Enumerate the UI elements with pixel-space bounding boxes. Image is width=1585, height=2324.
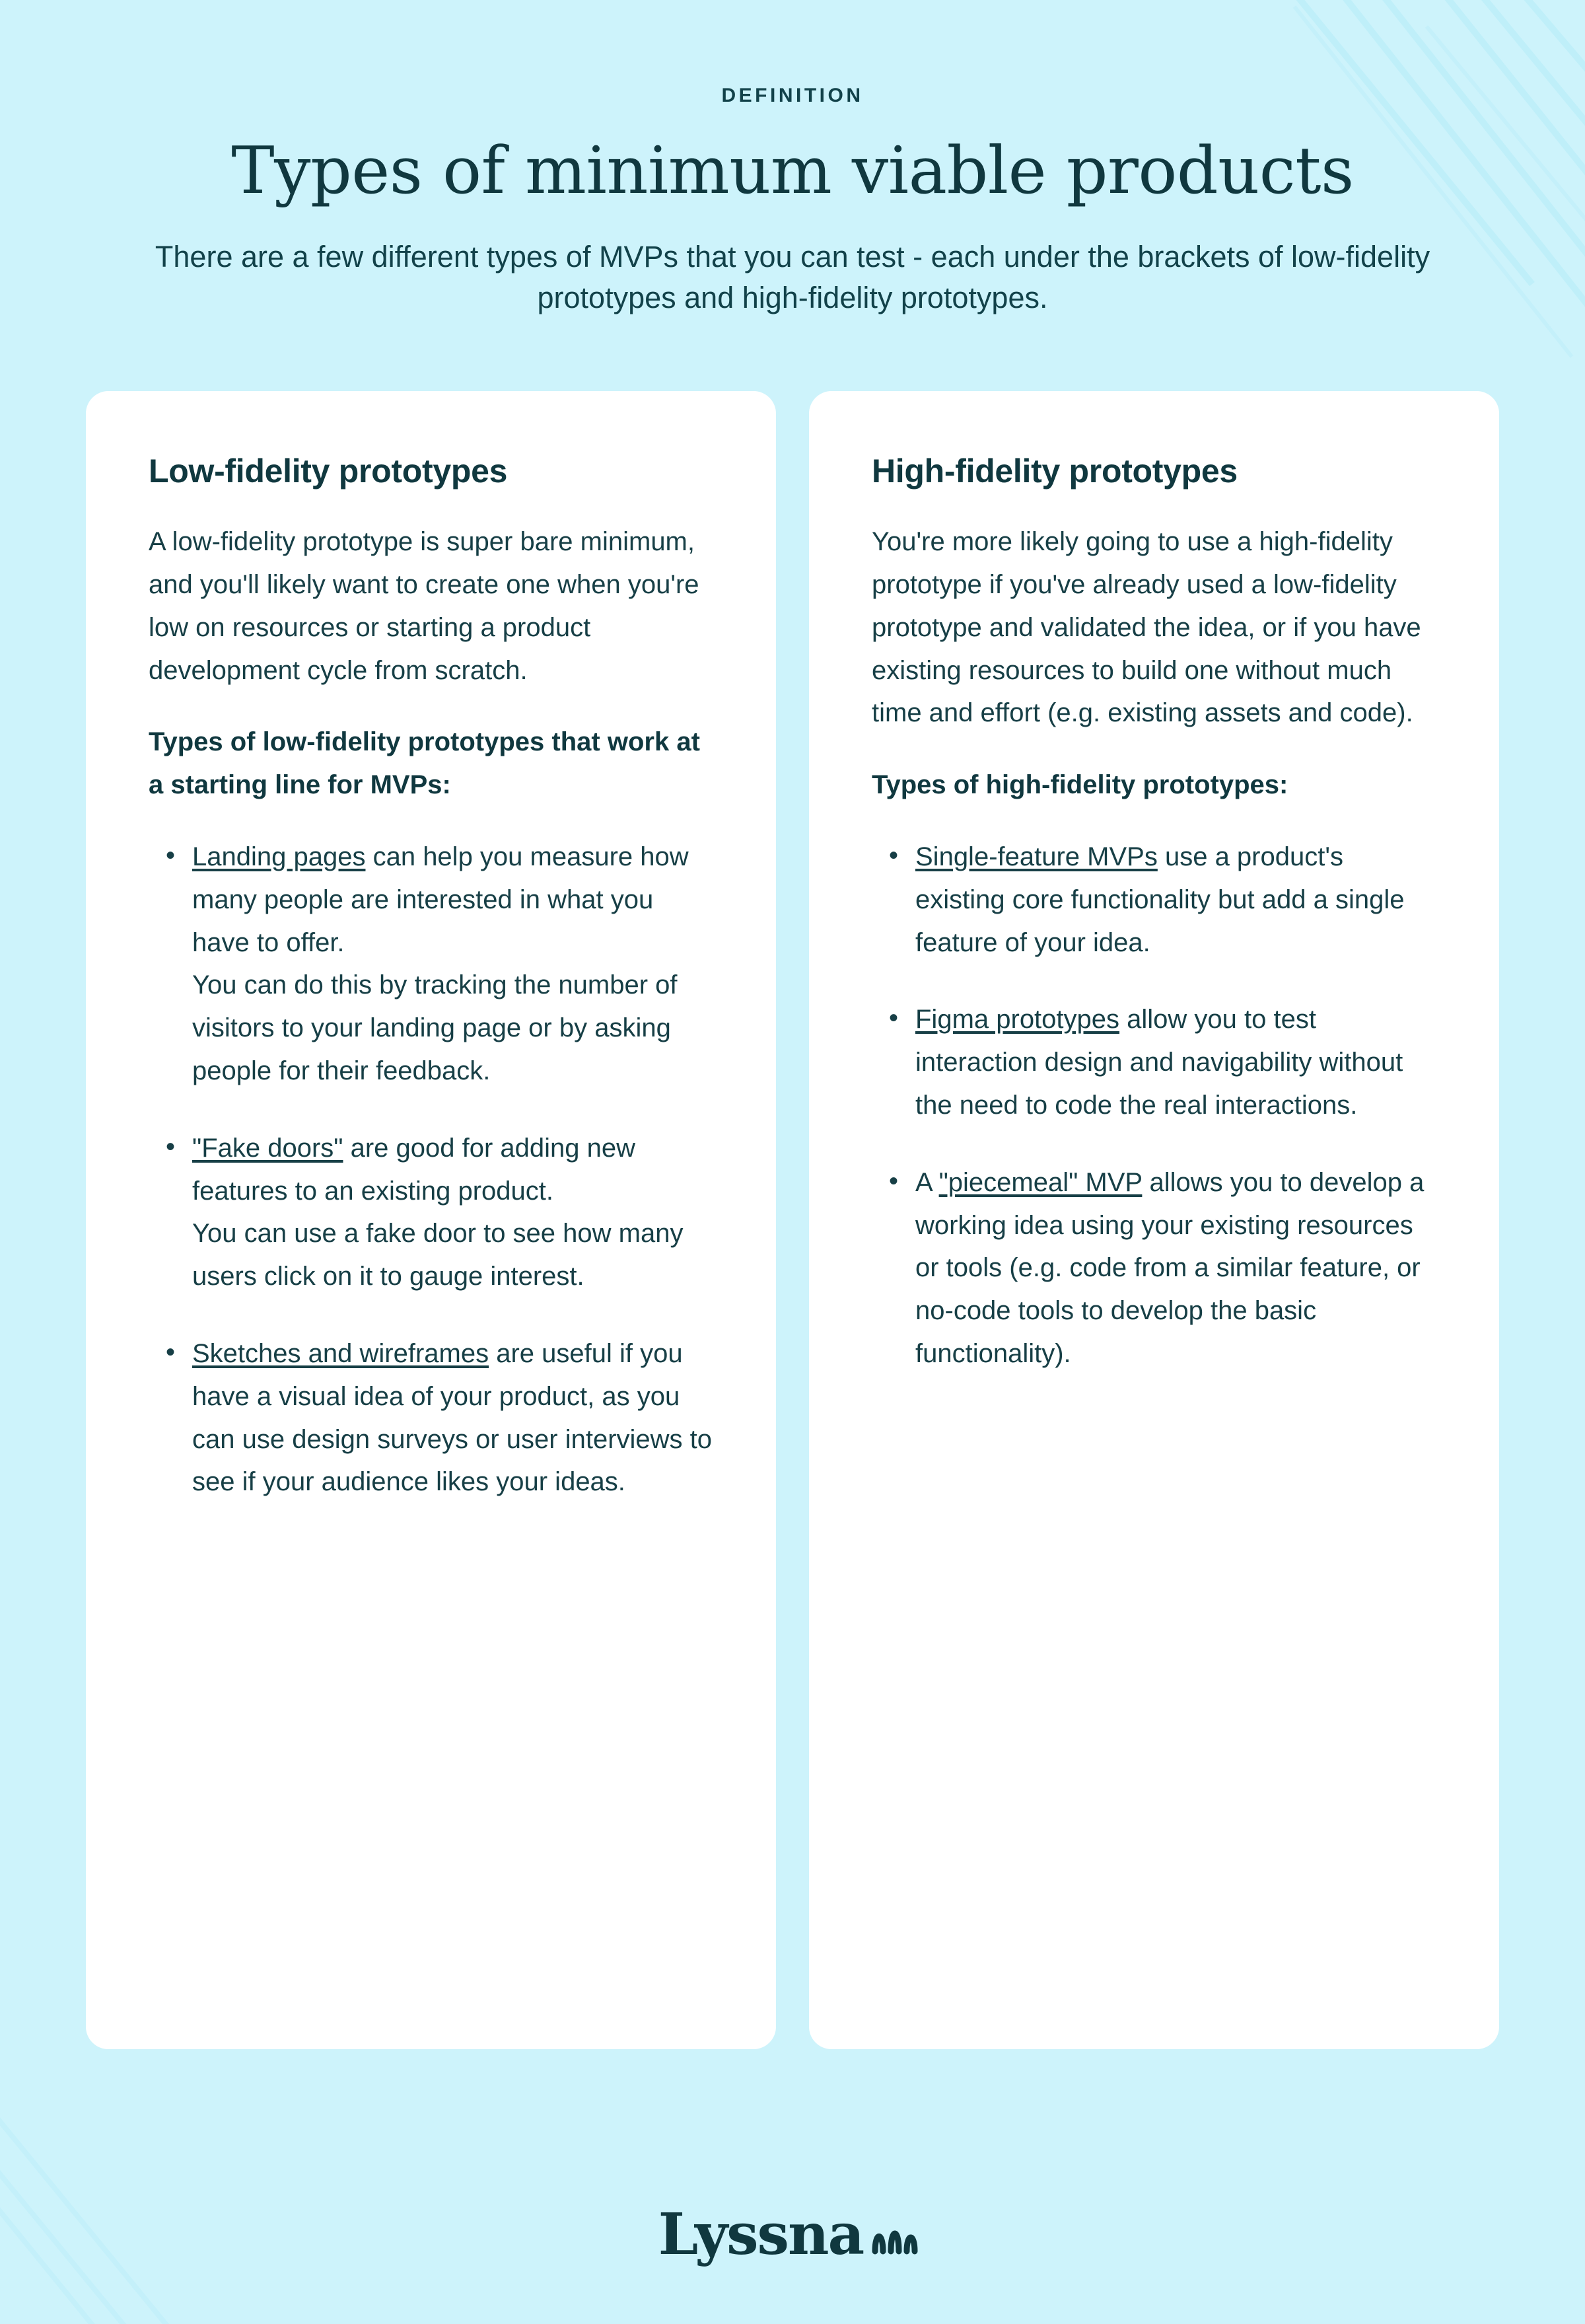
list-item-link[interactable]: "Fake doors" [192,1133,343,1163]
card-low-fidelity [86,391,776,2049]
list-item [872,998,1436,1126]
list-item-link[interactable]: Single-feature MVPs [915,842,1158,871]
list-item-text: are useful if you have a visual idea of your product, as you can use design surveys or user interviews to see if your audience likes your ideas. [192,1338,713,1497]
eyebrow-label: DEFINITION [721,85,864,106]
list-item-text-second: You can use a fake door to see how many users click on it to gauge interest. [192,1219,684,1291]
page-subtitle: There are a few different types of MVPs that you can test - each under the brackets of low-fidelity prototypes and high-fidelity prototypes. [155,240,1430,315]
list-item-text-second: You can do this by tracking the number of visitors to your landing page or by asking people for their feedback. [192,970,678,1085]
cards-container [86,391,1499,2049]
prototype-list [149,836,713,1504]
list-item-text: allow you to test interaction design and navigability without the need to code the real interactions. [915,1005,1403,1120]
page-title: Types of minimum viable products [231,133,1354,209]
card-list-intro: Types of low-fidelity prototypes that work at a starting line for MVPs: [149,727,700,800]
card-high-fidelity [809,391,1499,2049]
card-intro-paragraph: A low-fidelity prototype is super bare minimum, and you'll likely want to create one when you're low on resources or starting a product development cycle from scratch. [149,527,699,685]
card-heading: High-fidelity prototypes [872,453,1238,490]
list-item [872,1161,1436,1375]
brand-logo-text: Lyssna [658,2201,864,2268]
list-item-text: use a product's existing core functionality but add a single feature of your idea. [915,842,1405,957]
lyssna-waves-icon [867,2218,927,2258]
list-item-prefix: A [915,1167,939,1197]
list-item [149,836,713,1093]
list-item-text: are good for adding new features to an existing product. [192,1133,636,1206]
list-item-text: allows you to develop a working idea using your existing resources or tools (e.g. code from a similar feature, or no-code tools to develop the basic functionality). [915,1167,1425,1368]
list-item-link[interactable]: Sketches and wireframes [192,1338,489,1368]
list-item-link[interactable]: Landing pages [192,842,366,871]
list-item [149,1127,713,1298]
list-item-link[interactable]: "piecemeal" MVP [938,1167,1143,1197]
card-list-intro: Types of high-fidelity prototypes: [872,770,1288,800]
card-heading: Low-fidelity prototypes [149,453,508,490]
footer [0,2201,1585,2268]
card-intro-paragraph: You're more likely going to use a high-fidelity prototype if you've already used a low-fidelity prototype and validated the idea, or if you have existing resources to build one without much time and effort (e.g. existing assets and code). [872,527,1421,728]
list-item [872,836,1436,964]
list-item-text: can help you measure how many people are interested in what you have to offer. [192,842,689,957]
prototype-list [872,836,1436,1375]
list-item-link[interactable]: Figma prototypes [915,1005,1120,1035]
list-item [149,1332,713,1504]
